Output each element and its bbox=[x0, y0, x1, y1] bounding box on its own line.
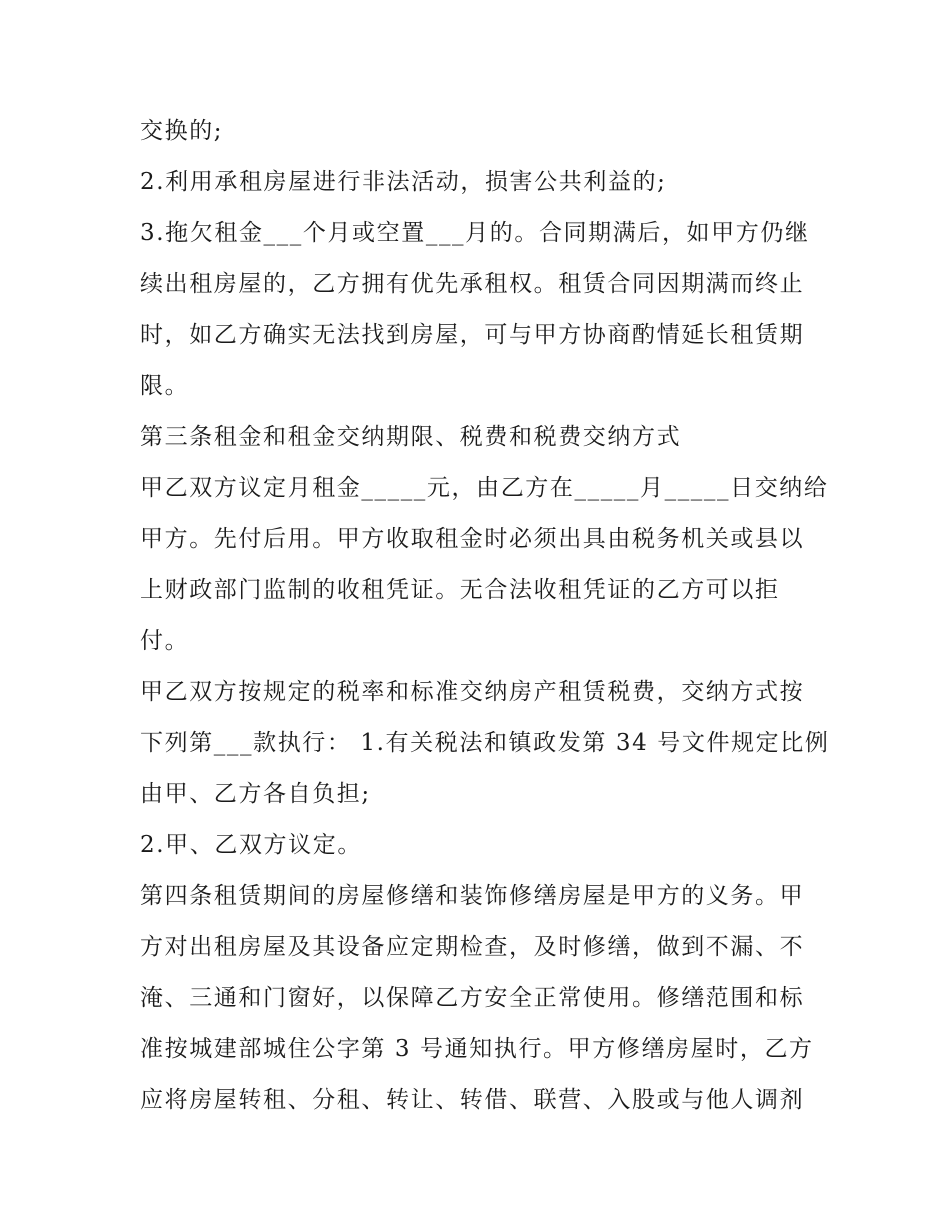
text-line: 方对出租房屋及其设备应定期检查，及时修缮，做到不漏、不 bbox=[140, 934, 805, 960]
text-line: 交换的; bbox=[140, 118, 224, 144]
text-line: 应将房屋转租、分租、转让、转借、联营、入股或与他人调剂 bbox=[140, 1087, 805, 1113]
text-line: 2.甲、乙双方议定。 bbox=[140, 832, 362, 858]
text-line: 准按城建部城住公字第 3 号通知执行。甲方修缮房屋时，乙方 bbox=[140, 1036, 814, 1062]
text-line: 上财政部门监制的收租凭证。无合法收租凭证的乙方可以拒 bbox=[140, 577, 780, 603]
text-line: 限。 bbox=[140, 373, 190, 399]
text-line: 甲方。先付后用。甲方收取租金时必须出具由税务机关或县以 bbox=[140, 526, 805, 552]
section-heading-article-4: 第四条租赁期间的房屋修缮和装饰修缮房屋是甲方的义务。甲 bbox=[140, 883, 805, 909]
text-line: 甲乙双方议定月租金_____元，由乙方在_____月_____日交纳给 bbox=[140, 475, 829, 501]
text-line: 3.拖欠租金___个月或空置___月的。合同期满后，如甲方仍继 bbox=[140, 220, 810, 246]
text-line: 2.利用承租房屋进行非法活动，损害公共利益的; bbox=[140, 169, 667, 195]
text-line: 续出租房屋的，乙方拥有优先承租权。租赁合同因期满而终止 bbox=[140, 271, 805, 297]
text-line: 付。 bbox=[140, 628, 190, 654]
text-line: 甲乙双方按规定的税率和标准交纳房产租赁税费，交纳方式按 bbox=[140, 679, 805, 705]
document-body bbox=[140, 106, 830, 1126]
section-heading-article-3: 第三条租金和租金交纳期限、税费和税费交纳方式 bbox=[140, 424, 682, 450]
text-line: 时，如乙方确实无法找到房屋，可与甲方协商酌情延长租赁期 bbox=[140, 322, 805, 348]
text-line: 由甲、乙方各自负担; bbox=[140, 781, 371, 807]
text-line: 淹、三通和门窗好，以保障乙方安全正常使用。修缮范围和标 bbox=[140, 985, 805, 1011]
text-line: 下列第___款执行： 1.有关税法和镇政发第 34 号文件规定比例 bbox=[140, 730, 830, 756]
